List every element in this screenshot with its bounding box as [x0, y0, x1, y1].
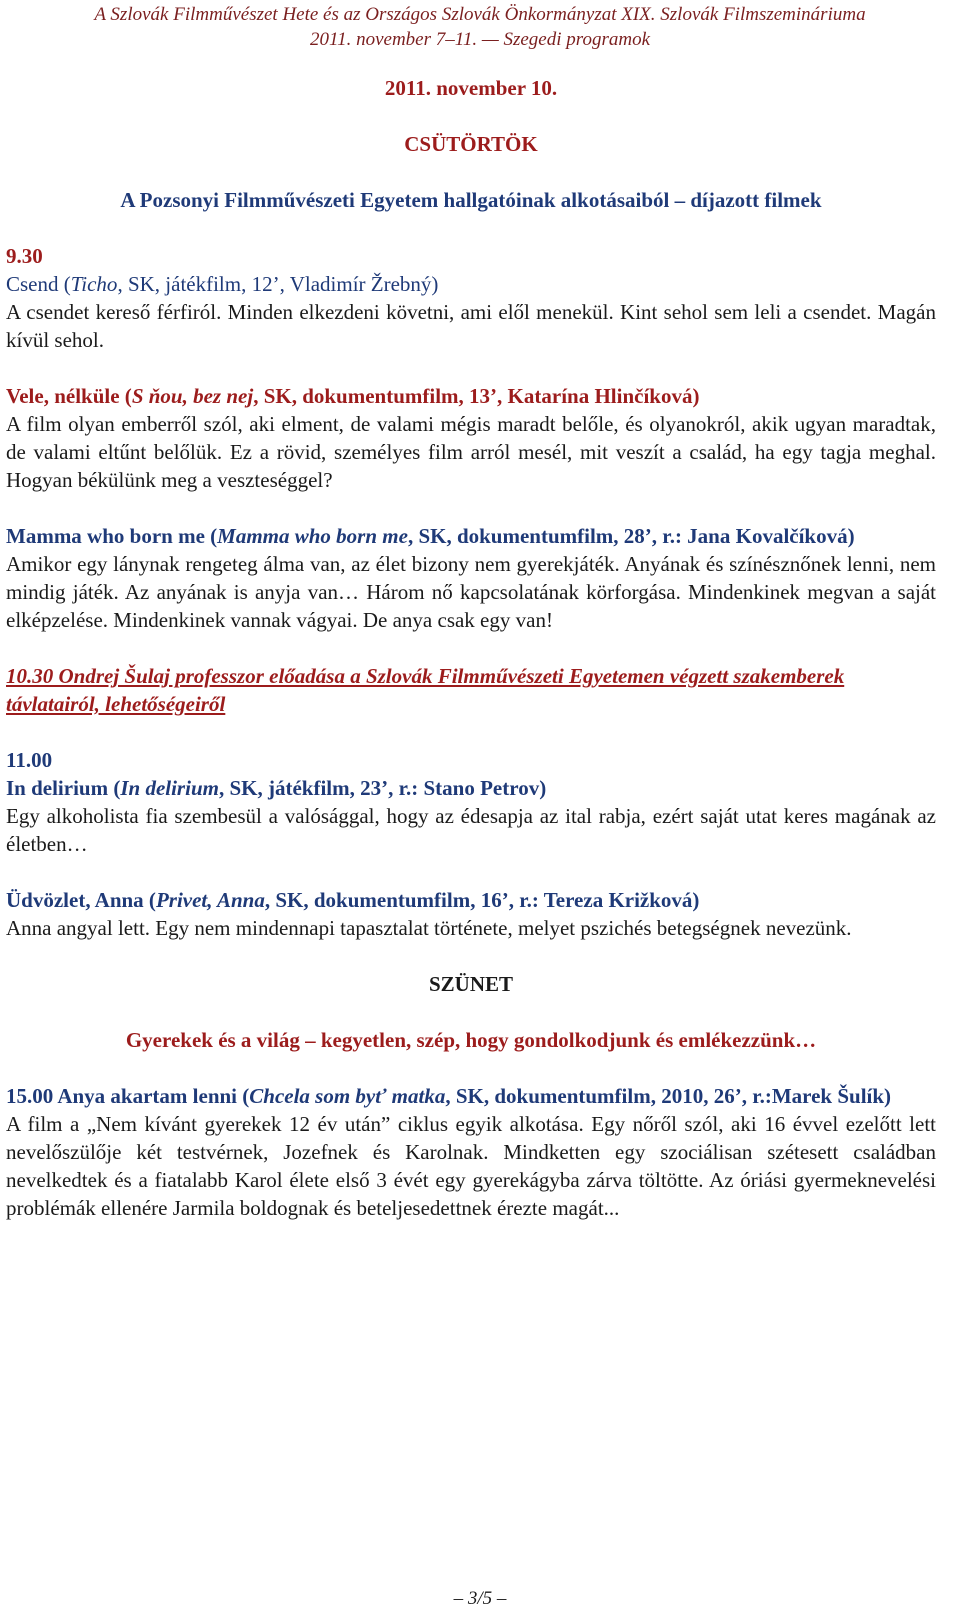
film-title-in-delirium: In delirium (In delirium, SK, játékfilm, 23’, r.: Stano Petrov)	[6, 776, 547, 800]
lecture-entry: 10.30 Ondrej Šulaj professzor előadása a Szlovák Filmművészeti Egyetemen végzett szakemberek távlatairól, lehetőségeiről	[6, 664, 845, 716]
header-line-1: A Szlovák Filmművészet Hete és az Országos Szlovák Önkormányzat XIX. Szlovák Filmszemináriuma	[94, 4, 866, 25]
running-header	[0, 2, 960, 52]
film-desc-vele-nelkule: A film olyan emberről szól, aki elment, de valami mégis maradt belőle, és olyanokról, akik ugyan maradtak, de valami eltűnt belőlük. Ez a rövid, személyes film arról mesél, mit veszít a család, ha egy tagja meghal. Hogyan békülünk meg a veszteséggel?	[6, 412, 936, 492]
day-heading: CSÜTÖRTÖK	[404, 132, 538, 156]
film-desc-in-delirium: Egy alkoholista fia szembesül a valósággal, hogy az édesapja az ital rabja, ezért saját utat keres magának az életben…	[6, 804, 936, 856]
time-label-1: 9.30	[6, 244, 43, 268]
page-number: – 3/5 –	[453, 1588, 507, 1609]
film-desc-udvozlet-anna: Anna angyal lett. Egy nem mindennapi tapasztalat története, melyet pszichés betegségnek nevezünk.	[6, 916, 852, 940]
film-desc-anya-akartam-lenni: A film a „Nem kívánt gyerekek 12 év után” ciklus egyik alkotása. Egy nőről szól, aki 16 évvel ezelőtt lett nevelőszülője két testvérnek, Jozefnek és Karolnak. Mindketten egy szociálisan szétesett családban nevelkedtek és a fiatalabb Karol élete első 3 évét egy gyerekágyba zárva töltötte. Az óriási gyermeknevelési problémák ellenére Jarmila boldognak és beteljesedettnek érezte magát...	[6, 1112, 936, 1220]
film-title-mamma: Mamma who born me (Mamma who born me, SK, dokumentumfilm, 28’, r.: Jana Kovalčíková)	[6, 524, 855, 548]
film-desc-mamma: Amikor egy lánynak rengeteg álma van, az élet bizony nem gyerekjáték. Anyának és színésznőnek lenni, nem mindig játék. Az anyának is anyja van… Három nő kapcsolatának körforgása. Mindenkinek megvan a saját elképzelése. Mindenkinek vannak vágyai. De anya csak egy van!	[6, 552, 936, 632]
header-line-2: 2011. november 7–11. — Szegedi programok	[309, 29, 650, 50]
break-heading: SZÜNET	[428, 972, 514, 996]
time-label-2: 11.00	[6, 748, 53, 772]
page-content	[6, 70, 936, 1222]
film-title-anya-akartam-lenni: 15.00 Anya akartam lenni (Chcela som byť matka, SK, dokumentumfilm, 2010, 26’, r.:Marek Šulík)	[6, 1084, 892, 1108]
film-title-vele-nelkule: Vele, nélküle (S ňou, bez nej, SK, dokumentumfilm, 13’, Katarína Hlinčíková)	[6, 384, 700, 408]
film-title-csend: Csend (Ticho, SK, játékfilm, 12’, Vladimír Žrebný)	[6, 272, 439, 296]
section-title-2: Gyerekek és a világ – kegyetlen, szép, hogy gondolkodjunk és emlékezzünk…	[125, 1028, 817, 1052]
film-desc-csend: A csendet kereső férfiról. Minden elkezdeni követni, ami elől menekül. Kint sehol sem leli a csendet. Magán kívül sehol.	[6, 300, 936, 352]
film-title-udvozlet-anna: Üdvözlet, Anna (Privet, Anna, SK, dokumentumfilm, 16’, r.: Tereza Križková)	[6, 888, 700, 912]
date-heading: 2011. november 10.	[384, 76, 558, 100]
section-title-1: A Pozsonyi Filmművészeti Egyetem hallgatóinak alkotásaiból – díjazott filmek	[120, 188, 822, 212]
